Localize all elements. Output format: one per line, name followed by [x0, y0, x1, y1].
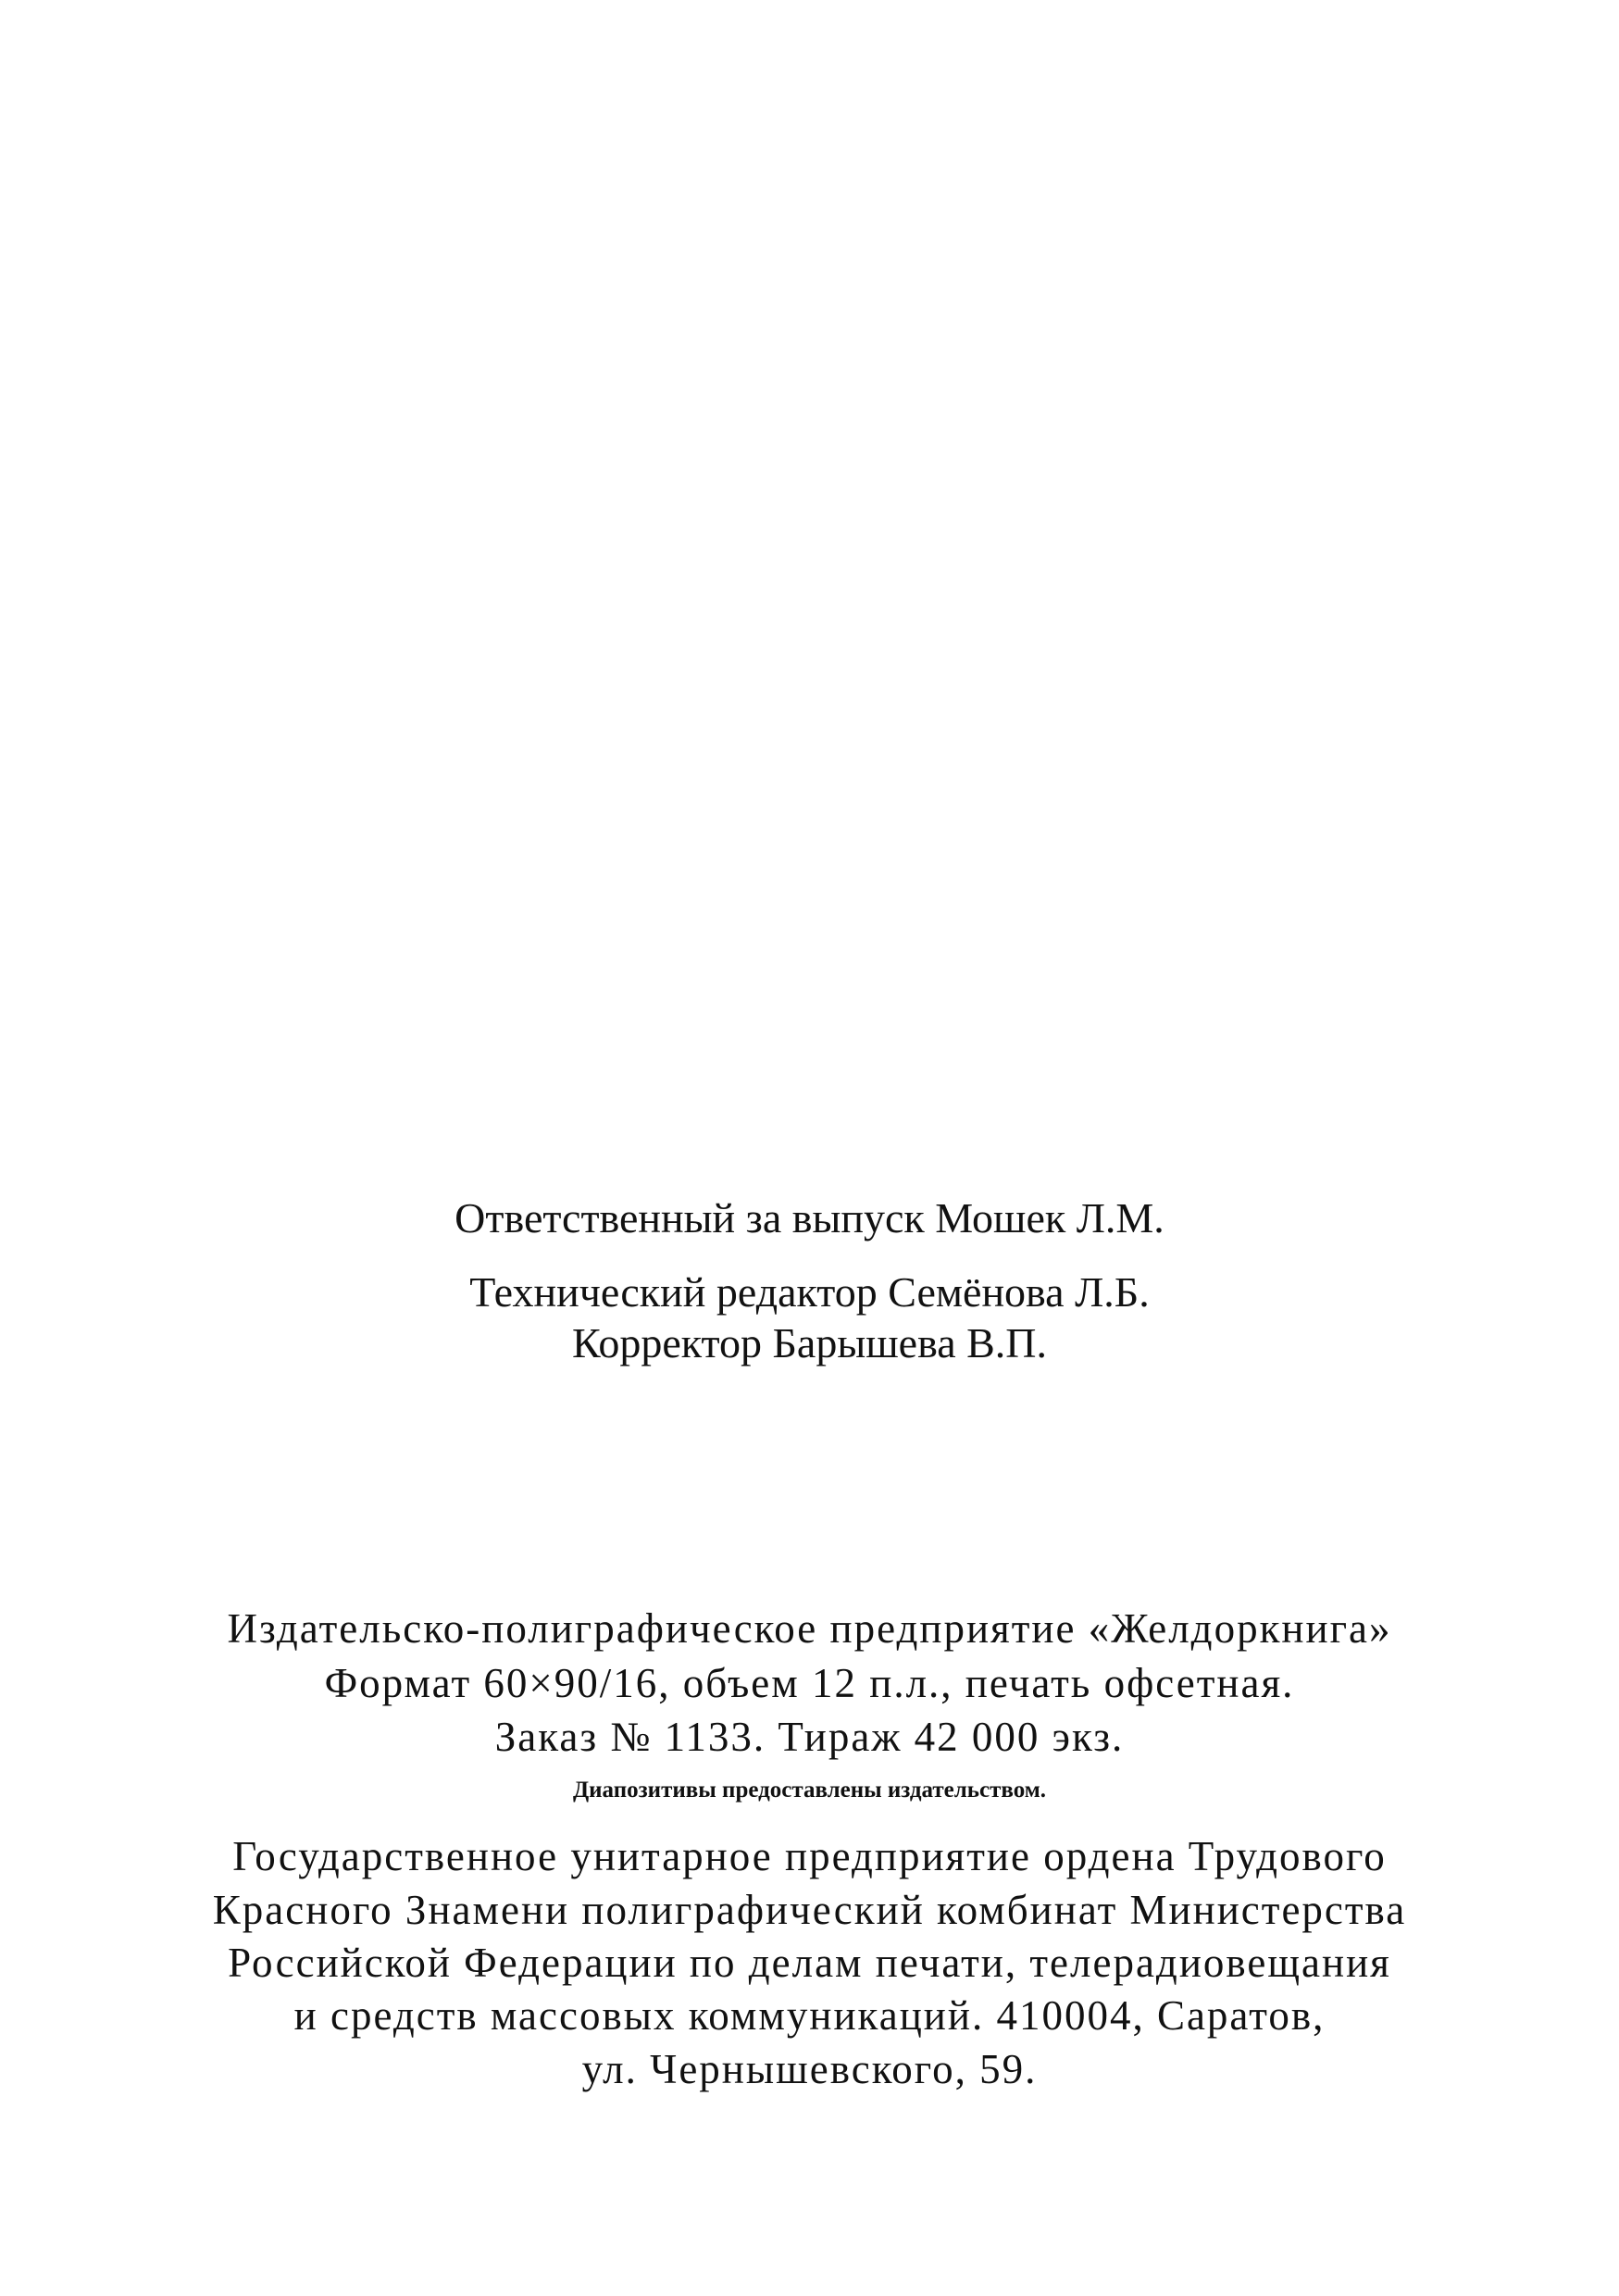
printer-line-2: Красного Знамени полиграфический комбинат Министерства — [212, 1887, 1407, 1933]
proofreader-line: Корректор Барышева В.П. — [571, 1319, 1048, 1366]
printer-line-5: ул. Чернышевского, 59. — [581, 2046, 1038, 2092]
publisher-line: Издательско-полиграфическое предприятие «Желдоркнига» — [227, 1605, 1392, 1652]
responsible-line: Ответственный за выпуск Мошек Л.М. — [455, 1194, 1164, 1242]
printer-line-3: Российской Федерации по делам печати, телерадиовещания — [228, 1940, 1391, 1986]
printer-line-1: Государственное унитарное предприятие ордена Трудового — [232, 1833, 1387, 1879]
format-line: Формат 60×90/16, объем 12 п.л., печать офсетная. — [324, 1660, 1295, 1706]
order-line: Заказ № 1133. Тираж 42 000 экз. — [494, 1714, 1125, 1760]
diapositives-note: Диапозитивы предоставлены издательством. — [572, 1778, 1047, 1803]
printer-line-4: и средств массовых коммуникаций. 410004, Саратов, — [293, 1992, 1326, 2039]
tech-editor-line: Технический редактор Семёнова Л.Б. — [469, 1268, 1150, 1316]
